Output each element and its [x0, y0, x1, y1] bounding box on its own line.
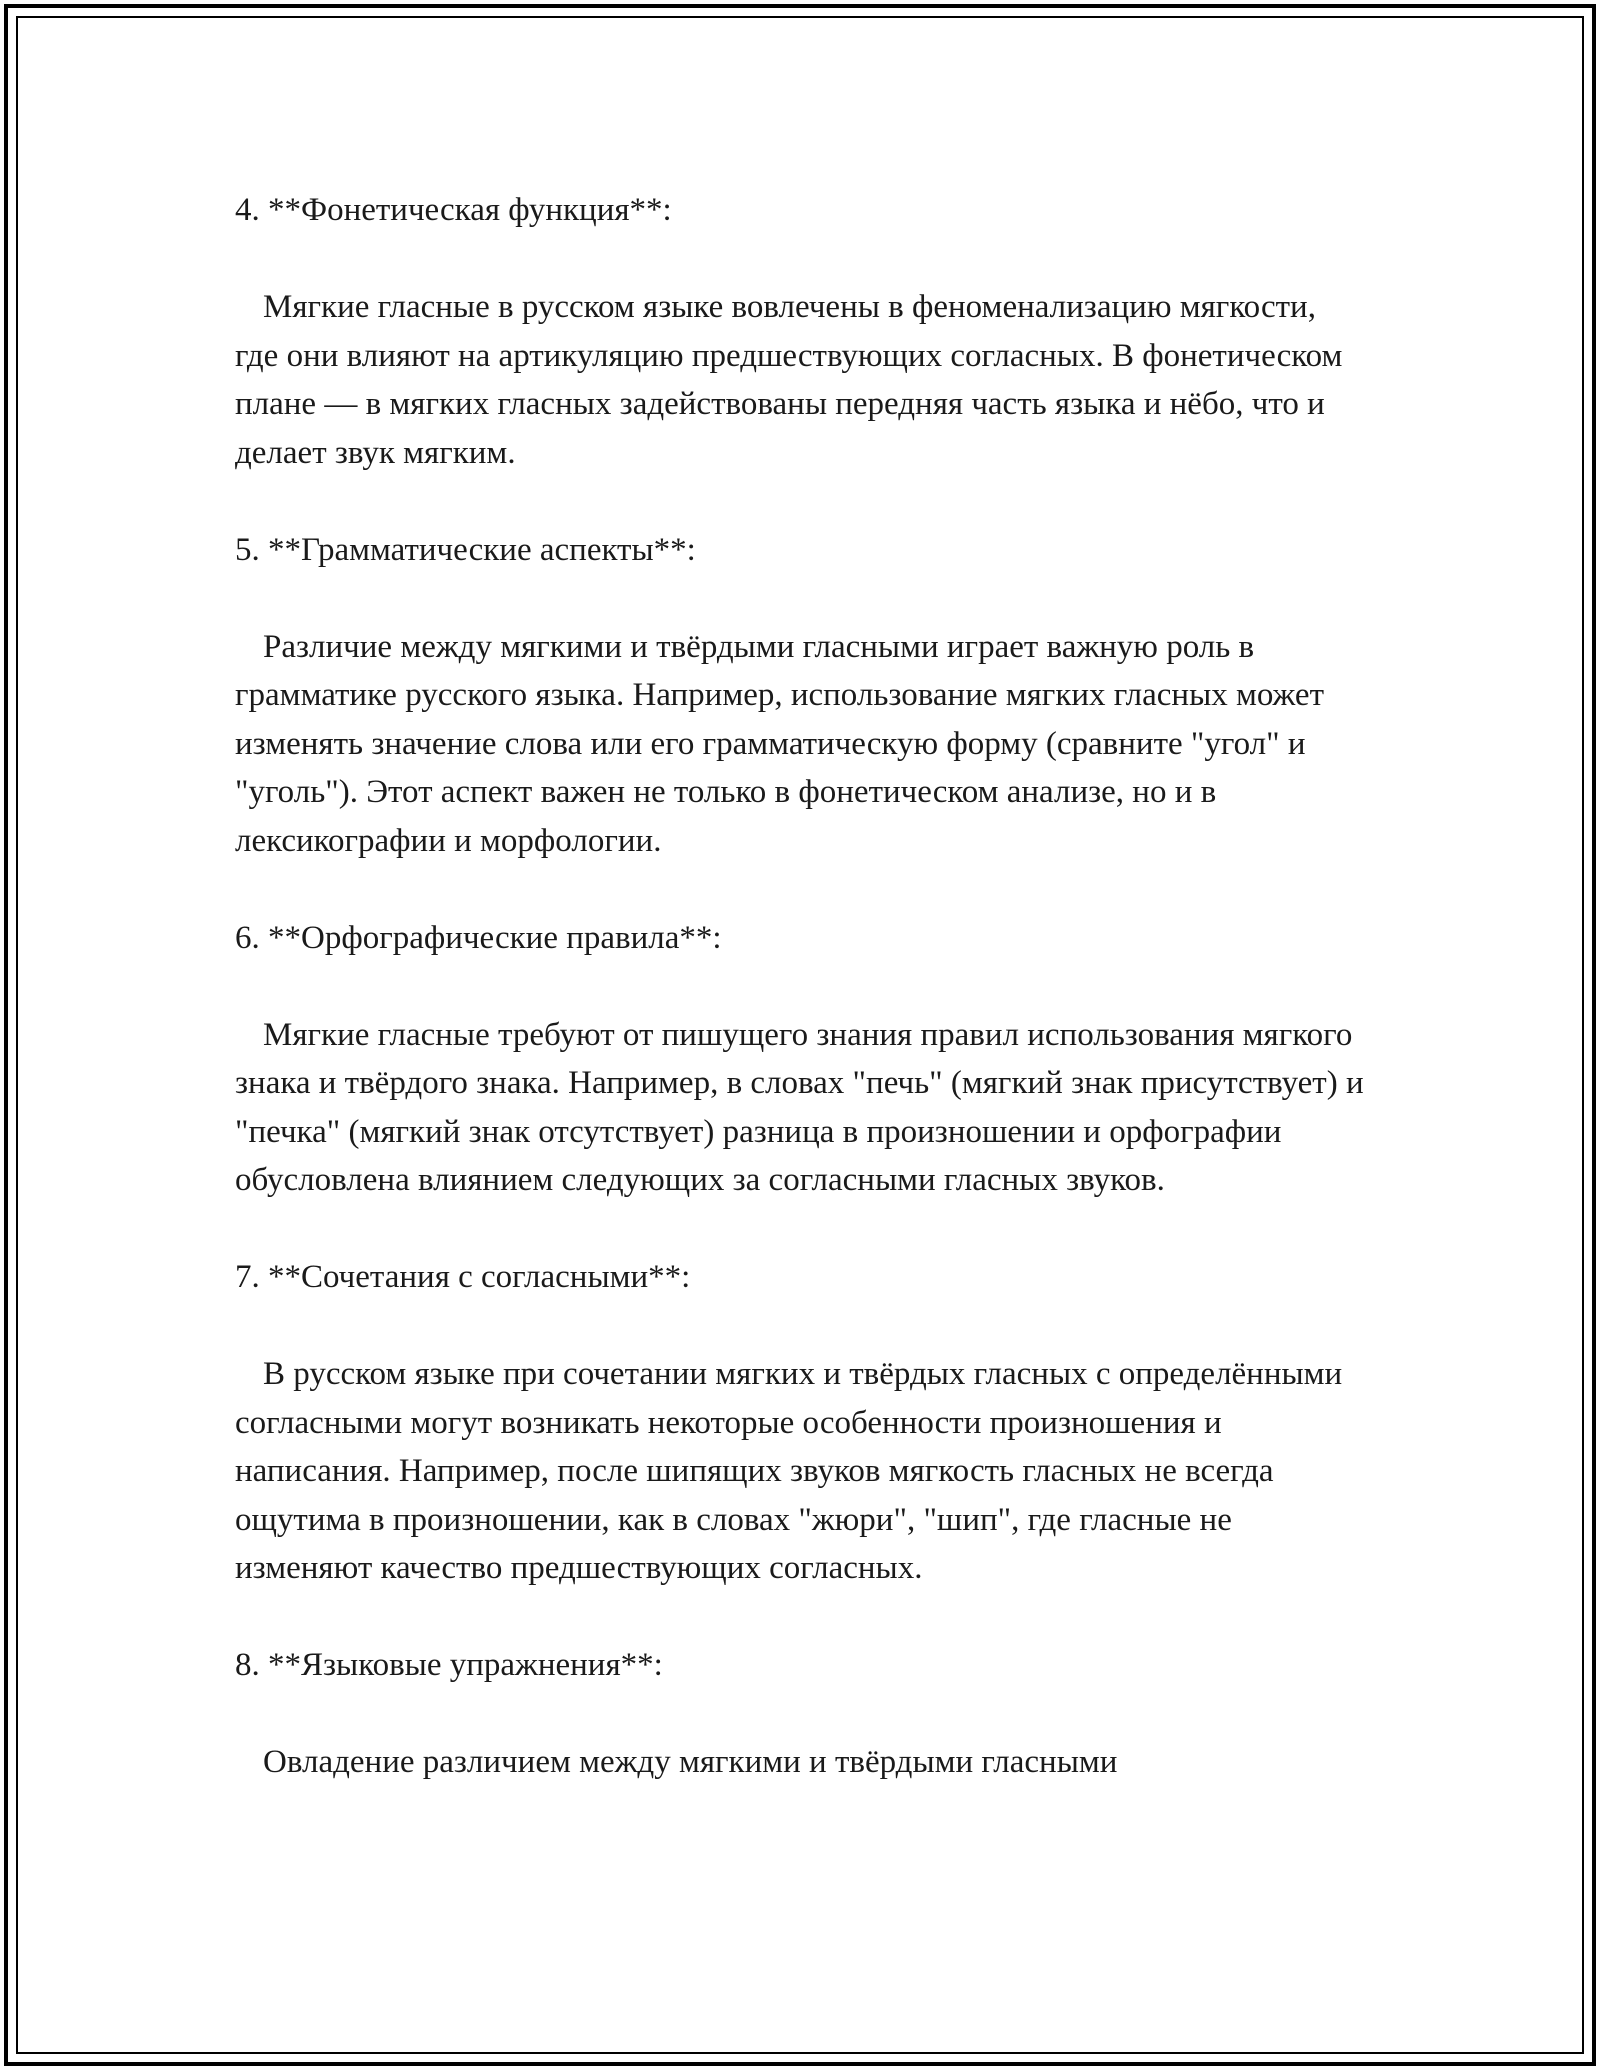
- section-heading-5: 5. **Грамматические аспекты**:: [235, 531, 696, 568]
- section-paragraph-5: Различие между мягкими и твёрдыми гласными играет важную роль в грамматике русского языка. Например, использование мягких гласных может изменять значение слова или его грамматическую форму (сравните "угол" и "уголь"). Этот аспект важен не только в фонетическом анализе, но и в лексикографии и морфологии.: [235, 628, 1324, 859]
- section-heading-7: 7. **Сочетания с согласными**:: [235, 1259, 691, 1295]
- section-paragraph-6: Мягкие гласные требуют от пишущего знания правил использования мягкого знака и твёрдого знака. Например, в словах "печь" (мягкий знак присутствует) и "печка" (мягкий знак отсутствует) разница в произношении и орфографии обусловлена влиянием следующих за согласными гласных звуков.: [235, 1016, 1364, 1198]
- section-paragraph-8: Овладение различием между мягкими и твёрдыми гласными: [263, 1744, 1118, 1780]
- section-heading-8: 8. **Языковые упражнения**:: [235, 1647, 663, 1683]
- section-paragraph-4: Мягкие гласные в русском языке вовлечены в феноменализацию мягкости, где они влияют на артикуляцию предшествующих согласных. В фонетическом плане — в мягких гласных задействованы передняя часть языка и нёбо, что и делает звук мягким.: [235, 289, 1343, 471]
- document-body: [235, 186, 1365, 1787]
- section-heading-6: 6. **Орфографические правила**:: [235, 919, 722, 956]
- section-heading-4: 4. **Фонетическая функция**:: [235, 192, 672, 228]
- section-paragraph-7: В русском языке при сочетании мягких и твёрдых гласных с определёнными согласными могут возникать некоторые особенности произношения и написания. Например, после шипящих звуков мягкость гласных не всегда ощутима в произношении, как в словах "жюри", "шип", где гласные не изменяют качество предшествующих согласных.: [235, 1356, 1343, 1586]
